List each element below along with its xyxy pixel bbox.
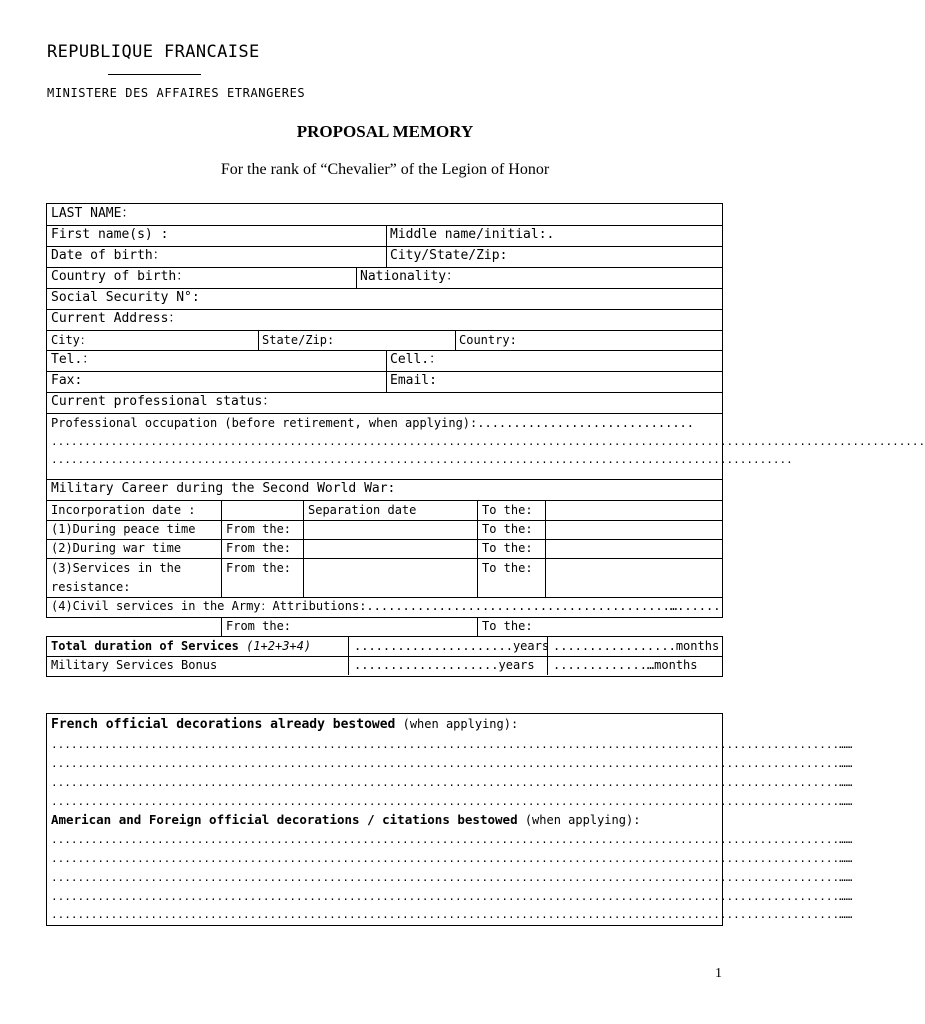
city-state-zip-field[interactable]: City/State/Zip: (390, 248, 508, 263)
resistance-label: (3)Services in the (51, 561, 182, 575)
french-decoration-line[interactable]: .......................................................................................................................…… (51, 795, 853, 808)
from-label: From the: (226, 541, 292, 555)
nationality-field[interactable]: Nationality： (360, 269, 460, 284)
to-label: To the: (482, 619, 533, 633)
ministry-heading: MINISTERE DES AFFAIRES ETRANGERES (47, 86, 306, 100)
bonus-months-field[interactable]: .............…months (553, 658, 698, 672)
total-duration-formula: (1+2+3+4) (238, 639, 312, 653)
from-label: From the: (226, 619, 292, 633)
foreign-decoration-line[interactable]: .......................................................................................................................…… (51, 852, 853, 865)
cell-phone-field[interactable]: Cell.： (390, 352, 443, 367)
total-duration-label (51, 638, 311, 654)
french-decorations-heading (51, 716, 518, 733)
country-field[interactable]: Country: (459, 333, 517, 347)
republic-heading: REPUBLIQUE FRANCAISE (47, 42, 260, 62)
document-title: PROPOSAL MEMORY (296, 122, 474, 141)
to-label: To the: (482, 503, 533, 517)
fax-field[interactable]: Fax: (51, 373, 83, 388)
middle-name-field[interactable]: Middle name/initial:. (390, 227, 555, 242)
document-subtitle: For the rank of “Chevalier” of the Legion of Honor (220, 161, 550, 178)
total-years-field[interactable]: ......................years (354, 639, 550, 653)
occupation-dots-line[interactable]: .................................................................................................................................... (51, 435, 925, 448)
foreign-decoration-line[interactable]: .......................................................................................................................…… (51, 833, 853, 846)
resistance-label-cont: resistance: (51, 580, 131, 594)
heading-underline (108, 74, 201, 75)
war-time-label: (2)During war time (51, 541, 182, 555)
military-bonus-label: Military Services Bonus (51, 658, 218, 672)
french-decorations-note: (when applying): (395, 717, 519, 731)
country-of-birth-field[interactable]: Country of birth： (51, 269, 190, 284)
military-career-heading: Military Career during the Second World War: (51, 481, 396, 496)
from-label: From the: (226, 561, 292, 575)
separation-date-label: Separation date (308, 503, 417, 517)
foreign-decoration-line[interactable]: .......................................................................................................................…… (51, 908, 853, 921)
city-field[interactable]: City： (51, 333, 92, 347)
professional-status-field[interactable]: Current professional status： (51, 394, 276, 409)
first-name-field[interactable]: First name(s) : (51, 227, 169, 242)
civil-services-label: (4)Civil services in the Army：Attributions:..........................................…...... (51, 599, 721, 613)
professional-occupation-note: (before retirement, when applying):.............................. (217, 416, 694, 430)
professional-occupation-field[interactable] (51, 415, 694, 431)
email-field[interactable]: Email: (390, 373, 437, 388)
current-address-field[interactable]: Current Address： (51, 311, 182, 326)
french-decoration-line[interactable]: .......................................................................................................................…… (51, 776, 853, 789)
page-number: 1 (715, 966, 722, 981)
occupation-dots-line[interactable]: ................................................................................................................ (51, 453, 793, 466)
bonus-years-field[interactable]: ....................years (354, 658, 535, 672)
to-label: To the: (482, 561, 533, 575)
professional-occupation-label: Professional occupation (51, 416, 218, 430)
to-label: To the: (482, 541, 533, 555)
telephone-field[interactable]: Tel.： (51, 352, 96, 367)
foreign-decoration-line[interactable]: .......................................................................................................................…… (51, 871, 853, 884)
total-months-field[interactable]: .................months (553, 639, 720, 653)
french-decorations-label: French official decorations already bestowed (51, 717, 396, 732)
state-zip-field[interactable]: State/Zip: (262, 333, 335, 347)
to-label: To the: (482, 522, 533, 536)
foreign-decorations-heading (51, 812, 640, 828)
foreign-decorations-label: American and Foreign official decorations / citations bestowed (51, 812, 518, 827)
from-label: From the: (226, 522, 292, 536)
foreign-decoration-line[interactable]: .......................................................................................................................…… (51, 890, 853, 903)
peace-time-label: (1)During peace time (51, 522, 196, 536)
last-name-field[interactable]: LAST NAME： (51, 206, 135, 221)
total-duration-text: Total duration of Services (51, 639, 239, 653)
french-decoration-line[interactable]: .......................................................................................................................…… (51, 757, 853, 770)
incorporation-date-label: Incorporation date : (51, 503, 196, 517)
date-of-birth-field[interactable]: Date of birth： (51, 248, 166, 263)
social-security-field[interactable]: Social Security N°: (51, 290, 200, 305)
foreign-decorations-note: (when applying): (517, 813, 641, 827)
french-decoration-line[interactable]: .......................................................................................................................…… (51, 738, 853, 751)
